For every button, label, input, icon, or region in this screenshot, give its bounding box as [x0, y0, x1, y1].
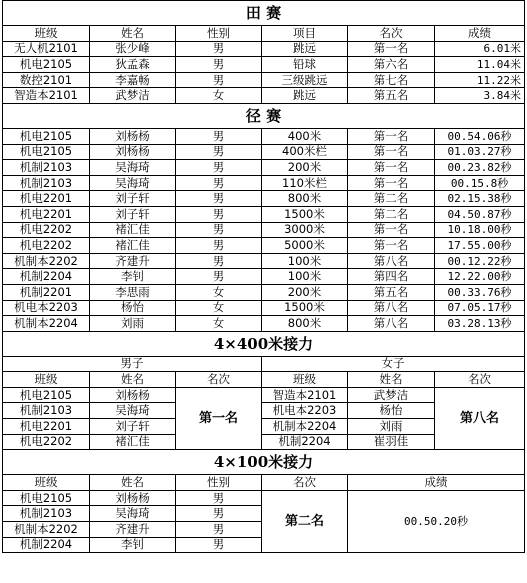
header-name: 姓名: [90, 475, 176, 491]
cell-name: 褚汇佳: [90, 238, 176, 254]
cell-name: 刘杨杨: [90, 387, 176, 403]
cell-rank: 第四名: [348, 269, 435, 285]
cell-class: 机制2204: [3, 537, 90, 553]
cell-gender: 男: [176, 57, 262, 73]
header-name: 姓名: [348, 372, 435, 388]
cell-name: 李钊: [90, 269, 176, 285]
cell-rank: 第八名: [348, 316, 435, 332]
cell-event: 400米栏: [262, 144, 348, 160]
cell-name: 狄孟森: [90, 57, 176, 73]
cell-class: 机电2201: [3, 419, 90, 435]
cell-name: 武梦洁: [348, 387, 435, 403]
table-row: [3, 128, 525, 144]
cell-result: 17.55.00秒: [435, 238, 525, 254]
relay400-title-row: [3, 331, 525, 356]
cell-result: 01.03.27秒: [435, 144, 525, 160]
relay100-section-title: 4×100米接力: [3, 450, 525, 475]
table-row: [3, 269, 525, 285]
cell-class: 机电2202: [3, 238, 90, 254]
header-class: 班级: [262, 372, 348, 388]
table-row: [3, 160, 525, 176]
cell-class: 机电2201: [3, 206, 90, 222]
cell-class: 机电2202: [3, 434, 90, 450]
cell-name: 崔羽佳: [348, 434, 435, 450]
header-class: 班级: [3, 26, 90, 42]
cell-event: 5000米: [262, 238, 348, 254]
table-row: [3, 41, 525, 57]
cell-result: 00.54.06秒: [435, 128, 525, 144]
cell-gender: 女: [176, 300, 262, 316]
table-row: [3, 57, 525, 73]
cell-class: 机制2201: [3, 284, 90, 300]
cell-rank: 第八名: [348, 300, 435, 316]
cell-gender: 男: [176, 72, 262, 88]
cell-result: 11.04米: [435, 57, 525, 73]
cell-gender: 女: [176, 316, 262, 332]
header-rank: 名次: [435, 372, 525, 388]
table-row: [3, 238, 525, 254]
cell-result: 3.84米: [435, 88, 525, 104]
relay100-result: 00.50.20秒: [348, 490, 525, 552]
header-name: 姓名: [90, 26, 176, 42]
cell-result: 10.18.00秒: [435, 222, 525, 238]
cell-class: 机制2103: [3, 175, 90, 191]
track-title-row: [3, 103, 525, 128]
field-header-row: [3, 26, 525, 42]
cell-event: 200米: [262, 160, 348, 176]
relay400-section-title: 4×400米接力: [3, 331, 525, 356]
cell-class: 机电2105: [3, 144, 90, 160]
cell-rank: 第一名: [348, 144, 435, 160]
cell-class: 机制2204: [3, 269, 90, 285]
cell-class: 机电2105: [3, 387, 90, 403]
cell-class: 机电2201: [3, 191, 90, 207]
table-row: [3, 144, 525, 160]
cell-gender: 男: [176, 537, 262, 553]
cell-event: 3000米: [262, 222, 348, 238]
cell-class: 机制2103: [3, 506, 90, 522]
cell-event: 跳远: [262, 88, 348, 104]
cell-name: 武梦洁: [90, 88, 176, 104]
cell-class: 智造本2101: [262, 387, 348, 403]
relay100-rank: 第二名: [262, 490, 348, 552]
cell-event: 800米: [262, 191, 348, 207]
cell-result: 6.01米: [435, 41, 525, 57]
cell-name: 刘子轩: [90, 206, 176, 222]
cell-rank: 第一名: [348, 128, 435, 144]
cell-name: 齐建升: [90, 522, 176, 538]
cell-event: 铅球: [262, 57, 348, 73]
cell-name: 刘杨杨: [90, 144, 176, 160]
table-row: [3, 253, 525, 269]
table-row: [3, 175, 525, 191]
cell-gender: 男: [176, 238, 262, 254]
cell-class: 机制本2204: [262, 419, 348, 435]
relay400-female-label: 女子: [262, 356, 525, 372]
cell-name: 李思雨: [90, 284, 176, 300]
cell-name: 刘杨杨: [90, 490, 176, 506]
cell-result: 03.28.13秒: [435, 316, 525, 332]
cell-class: 机制本2202: [3, 253, 90, 269]
header-class: 班级: [3, 372, 90, 388]
table-row: [3, 206, 525, 222]
cell-name: 刘雨: [90, 316, 176, 332]
cell-event: 800米: [262, 316, 348, 332]
header-gender: 性别: [176, 26, 262, 42]
cell-event: 1500米: [262, 206, 348, 222]
cell-event: 跳远: [262, 41, 348, 57]
table-row: [3, 88, 525, 104]
header-event: 项目: [262, 26, 348, 42]
table-row: [3, 300, 525, 316]
header-rank: 名次: [348, 26, 435, 42]
relay400-header-row: [3, 372, 525, 388]
cell-rank: 第一名: [348, 41, 435, 57]
header-rank: 名次: [176, 372, 262, 388]
cell-result: 04.50.87秒: [435, 206, 525, 222]
header-gender: 性别: [176, 475, 262, 491]
cell-gender: 女: [176, 284, 262, 300]
cell-rank: 第七名: [348, 72, 435, 88]
cell-rank: 第一名: [348, 222, 435, 238]
relay400-female-rank: 第八名: [435, 387, 525, 449]
cell-gender: 女: [176, 88, 262, 104]
results-table: [2, 0, 525, 553]
cell-gender: 男: [176, 522, 262, 538]
cell-rank: 第一名: [348, 238, 435, 254]
cell-class: 机电本2203: [262, 403, 348, 419]
cell-event: 200米: [262, 284, 348, 300]
field-title-row: [3, 1, 525, 26]
cell-class: 数控2101: [3, 72, 90, 88]
cell-result: 12.22.00秒: [435, 269, 525, 285]
cell-name: 李钊: [90, 537, 176, 553]
cell-gender: 男: [176, 128, 262, 144]
cell-rank: 第一名: [348, 175, 435, 191]
results-table-body: [3, 1, 525, 553]
cell-result: 11.22米: [435, 72, 525, 88]
header-name: 姓名: [90, 372, 176, 388]
cell-gender: 男: [176, 206, 262, 222]
cell-result: 00.33.76秒: [435, 284, 525, 300]
field-section-title: 田 赛: [3, 1, 525, 26]
cell-result: 02.15.38秒: [435, 191, 525, 207]
cell-name: 褚汇佳: [90, 222, 176, 238]
cell-name: 刘雨: [348, 419, 435, 435]
header-result: 成绩: [348, 475, 525, 491]
cell-name: 杨怡: [348, 403, 435, 419]
cell-result: 00.23.82秒: [435, 160, 525, 176]
cell-class: 机制2103: [3, 403, 90, 419]
cell-gender: 男: [176, 253, 262, 269]
cell-name: 刘杨杨: [90, 128, 176, 144]
cell-class: 机制2103: [3, 160, 90, 176]
table-row: [3, 222, 525, 238]
cell-name: 吴海琦: [90, 175, 176, 191]
cell-name: 张少峰: [90, 41, 176, 57]
cell-class: 机电2105: [3, 57, 90, 73]
cell-class: 机电本2203: [3, 300, 90, 316]
cell-rank: 第八名: [348, 253, 435, 269]
cell-class: 机电2202: [3, 222, 90, 238]
header-result: 成绩: [435, 26, 525, 42]
cell-rank: 第五名: [348, 284, 435, 300]
cell-gender: 男: [176, 506, 262, 522]
cell-rank: 第二名: [348, 206, 435, 222]
cell-class: 机制2204: [262, 434, 348, 450]
cell-gender: 男: [176, 191, 262, 207]
cell-name: 李嘉畅: [90, 72, 176, 88]
cell-result: 00.15.8秒: [435, 175, 525, 191]
relay100-title-row: [3, 450, 525, 475]
cell-event: 100米: [262, 269, 348, 285]
cell-rank: 第六名: [348, 57, 435, 73]
cell-gender: 男: [176, 160, 262, 176]
cell-class: 机制本2202: [3, 522, 90, 538]
cell-gender: 男: [176, 490, 262, 506]
cell-name: 杨怡: [90, 300, 176, 316]
cell-class: 智造本2101: [3, 88, 90, 104]
cell-event: 400米: [262, 128, 348, 144]
table-row: [3, 191, 525, 207]
cell-class: 机电2105: [3, 128, 90, 144]
table-row: [3, 387, 525, 403]
table-row: [3, 72, 525, 88]
cell-name: 吴海琦: [90, 160, 176, 176]
cell-rank: 第五名: [348, 88, 435, 104]
cell-result: 00.12.22秒: [435, 253, 525, 269]
cell-name: 吴海琦: [90, 506, 176, 522]
cell-gender: 男: [176, 144, 262, 160]
relay400-male-label: 男子: [3, 356, 262, 372]
cell-event: 三级跳远: [262, 72, 348, 88]
cell-event: 100米: [262, 253, 348, 269]
cell-result: 07.05.17秒: [435, 300, 525, 316]
cell-event: 1500米: [262, 300, 348, 316]
cell-class: 无人机2101: [3, 41, 90, 57]
cell-name: 褚汇佳: [90, 434, 176, 450]
cell-name: 刘子轩: [90, 191, 176, 207]
cell-name: 刘子轩: [90, 419, 176, 435]
cell-name: 吴海琦: [90, 403, 176, 419]
table-row: [3, 284, 525, 300]
table-row: [3, 316, 525, 332]
header-class: 班级: [3, 475, 90, 491]
results-sheet: [2, 0, 524, 553]
header-rank: 名次: [262, 475, 348, 491]
relay100-header-row: [3, 475, 525, 491]
cell-gender: 男: [176, 175, 262, 191]
cell-rank: 第二名: [348, 191, 435, 207]
relay400-male-rank: 第一名: [176, 387, 262, 449]
cell-gender: 男: [176, 41, 262, 57]
cell-gender: 男: [176, 269, 262, 285]
track-section-title: 径 赛: [3, 103, 525, 128]
table-row: [3, 490, 525, 506]
cell-class: 机电2105: [3, 490, 90, 506]
cell-event: 110米栏: [262, 175, 348, 191]
cell-gender: 男: [176, 222, 262, 238]
relay400-group-row: [3, 356, 525, 372]
cell-rank: 第一名: [348, 160, 435, 176]
cell-name: 齐建升: [90, 253, 176, 269]
cell-class: 机制本2204: [3, 316, 90, 332]
